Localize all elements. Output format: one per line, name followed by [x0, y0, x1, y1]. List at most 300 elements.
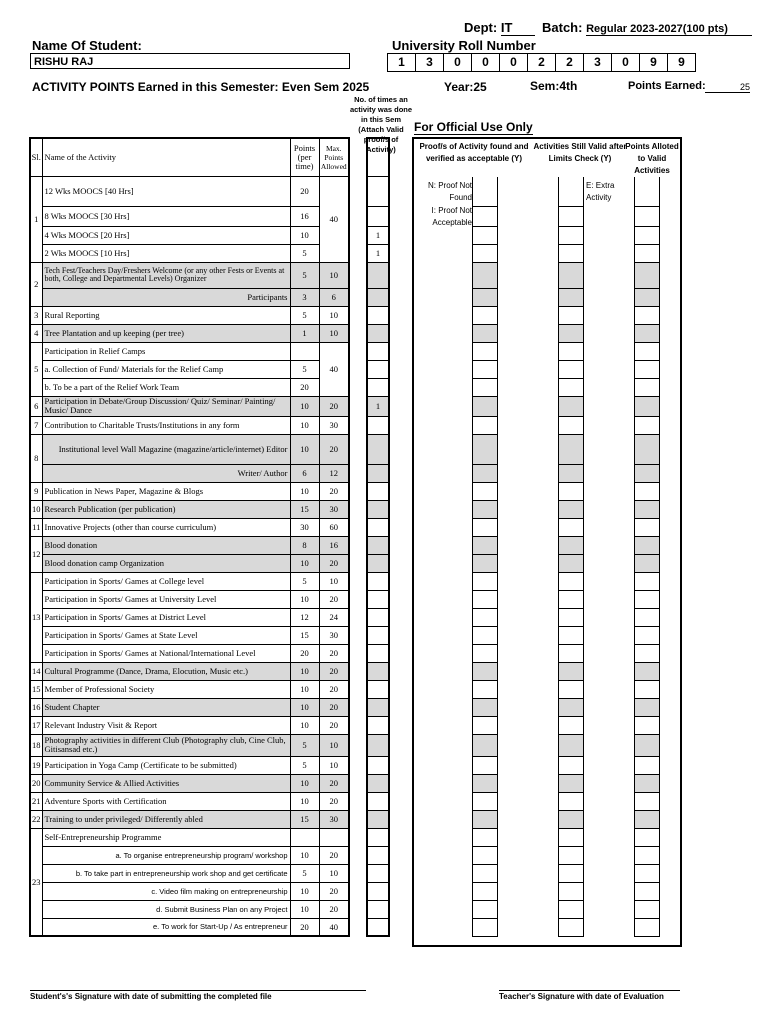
- official-cell[interactable]: [635, 829, 659, 847]
- roll-digit-box[interactable]: 9: [667, 53, 696, 72]
- official-cell[interactable]: [635, 227, 659, 245]
- official-cell[interactable]: [635, 379, 659, 397]
- official-cell[interactable]: [635, 811, 659, 829]
- activity-count-cell[interactable]: [367, 590, 389, 608]
- activity-name: 4 Wks MOOCS [20 Hrs]: [42, 226, 290, 244]
- official-cell[interactable]: [559, 919, 583, 937]
- activity-count-cell[interactable]: [367, 518, 389, 536]
- official-cell[interactable]: [635, 177, 659, 207]
- max-points: 30: [319, 626, 349, 644]
- official-cell[interactable]: [473, 775, 497, 793]
- official-cell[interactable]: [635, 289, 659, 307]
- activity-row: [30, 262, 349, 288]
- sno-header: Sl.: [30, 138, 42, 176]
- official-cell[interactable]: [559, 397, 583, 417]
- official-cell[interactable]: [635, 435, 659, 465]
- official-cell[interactable]: [473, 573, 497, 591]
- official-header-points: Points Alloted to Valid Activities: [625, 142, 679, 175]
- points-per-time: 12: [290, 608, 319, 626]
- max-points: 20: [319, 698, 349, 716]
- official-cell[interactable]: [635, 883, 659, 901]
- official-cell[interactable]: [473, 627, 497, 645]
- points-per-time: 3: [290, 288, 319, 306]
- official-cell[interactable]: [635, 537, 659, 555]
- activity-name: 12 Wks MOOCS [40 Hrs]: [42, 176, 290, 206]
- activity-count-cell[interactable]: [367, 500, 389, 518]
- activity-count-cell[interactable]: 1: [367, 226, 389, 244]
- official-cell[interactable]: [635, 263, 659, 289]
- official-cell[interactable]: [473, 699, 497, 717]
- official-cell[interactable]: [635, 465, 659, 483]
- official-cell[interactable]: [635, 361, 659, 379]
- activity-name: a. To organise entrepreneurship program/ workshop: [42, 846, 290, 864]
- official-cell[interactable]: [559, 325, 583, 343]
- activity-count-cell[interactable]: [367, 644, 389, 662]
- points-per-time: 5: [290, 572, 319, 590]
- official-cell[interactable]: [635, 699, 659, 717]
- serial-number: 20: [30, 774, 42, 792]
- official-cell[interactable]: [559, 681, 583, 699]
- points-per-time: 15: [290, 500, 319, 518]
- official-cell[interactable]: [559, 465, 583, 483]
- points-per-time: 5: [290, 262, 319, 288]
- points-per-time: 15: [290, 810, 319, 828]
- activity-count-cell[interactable]: [367, 680, 389, 698]
- official-cell[interactable]: [559, 811, 583, 829]
- points-per-time: 10: [290, 900, 319, 918]
- points-per-time: 10: [290, 482, 319, 500]
- activity-row: [30, 554, 349, 572]
- official-cell[interactable]: [635, 417, 659, 435]
- activity-count-cell[interactable]: [367, 846, 389, 864]
- activity-row: [30, 176, 349, 206]
- official-cell[interactable]: [473, 663, 497, 681]
- official-cell[interactable]: [635, 627, 659, 645]
- roll-digit-box[interactable]: 9: [639, 53, 668, 72]
- official-cell[interactable]: [559, 435, 583, 465]
- max-points: 20: [319, 590, 349, 608]
- official-cell[interactable]: [473, 519, 497, 537]
- activity-count-cell[interactable]: [367, 206, 389, 226]
- official-cell[interactable]: [473, 501, 497, 519]
- max-points: 20: [319, 434, 349, 464]
- official-cell[interactable]: [559, 775, 583, 793]
- activity-name: Institutional level Wall Magazine (magazine/article/internet) Editor: [42, 434, 290, 464]
- official-cell[interactable]: [635, 775, 659, 793]
- activity-name: Participation in Sports/ Games at University Level: [42, 590, 290, 608]
- serial-number: 12: [30, 536, 42, 572]
- activity-name: Participation in Sports/ Games at National/International Level: [42, 644, 290, 662]
- activity-row: [30, 680, 349, 698]
- activity-name: d. Submit Business Plan on any Project: [42, 900, 290, 918]
- serial-number: 4: [30, 324, 42, 342]
- official-cell[interactable]: [559, 343, 583, 361]
- activity-count-cell[interactable]: [367, 464, 389, 482]
- activity-name: Contribution to Charitable Trusts/Institutions in any form: [42, 416, 290, 434]
- official-cell[interactable]: [635, 717, 659, 735]
- official-cell[interactable]: [473, 757, 497, 775]
- activity-count-column: [366, 137, 390, 937]
- official-cell[interactable]: [559, 307, 583, 325]
- official-cell[interactable]: [559, 207, 583, 227]
- activity-count-cell[interactable]: 1: [367, 396, 389, 416]
- official-cell[interactable]: [559, 591, 583, 609]
- official-cell[interactable]: [559, 883, 583, 901]
- max-points: 20: [319, 846, 349, 864]
- max-points: 30: [319, 810, 349, 828]
- activity-name: Community Service & Allied Activities: [42, 774, 290, 792]
- count-column-header: No. of times an activity was done in this Sem (Attach Valid proof/s of Activity): [349, 95, 413, 154]
- activity-count-cell[interactable]: [367, 756, 389, 774]
- official-cell[interactable]: [559, 483, 583, 501]
- activity-row: [30, 626, 349, 644]
- activity-name: Cultural Programme (Dance, Drama, Elocution, Music etc.): [42, 662, 290, 680]
- serial-number: 6: [30, 396, 42, 416]
- activity-row: [30, 590, 349, 608]
- max-points: 30: [319, 416, 349, 434]
- official-cell[interactable]: [473, 263, 497, 289]
- roll-number-boxes[interactable]: [388, 53, 696, 72]
- official-cell[interactable]: [559, 289, 583, 307]
- official-cell[interactable]: [635, 735, 659, 757]
- activity-row: [30, 792, 349, 810]
- max-points: 6: [319, 288, 349, 306]
- official-cell[interactable]: [635, 847, 659, 865]
- activity-count-cell[interactable]: [367, 416, 389, 434]
- roll-digit-box[interactable]: 1: [387, 53, 416, 72]
- official-cell[interactable]: [559, 645, 583, 663]
- activity-count-cell[interactable]: 1: [367, 244, 389, 262]
- max-points: 10: [319, 734, 349, 756]
- activity-row: [30, 306, 349, 324]
- activity-count-cell[interactable]: [367, 918, 389, 936]
- activity-count-cell[interactable]: [367, 536, 389, 554]
- official-cell[interactable]: [559, 901, 583, 919]
- serial-number: 9: [30, 482, 42, 500]
- points-per-time: 15: [290, 626, 319, 644]
- points-per-time: 10: [290, 554, 319, 572]
- official-cell[interactable]: [559, 865, 583, 883]
- activity-count-cell[interactable]: [367, 662, 389, 680]
- roll-digit-box[interactable]: 0: [471, 53, 500, 72]
- activity-name: Tree Plantation and up keeping (per tree): [42, 324, 290, 342]
- serial-number: 23: [30, 828, 42, 936]
- official-cell[interactable]: [635, 245, 659, 263]
- activity-name: b. To be a part of the Relief Work Team: [42, 378, 290, 396]
- activity-count-cell[interactable]: [367, 554, 389, 572]
- activity-name: Participation in Sports/ Games at College level: [42, 572, 290, 590]
- serial-number: 22: [30, 810, 42, 828]
- points-per-time: 10: [290, 590, 319, 608]
- points-per-time: 10: [290, 396, 319, 416]
- official-cell[interactable]: [635, 793, 659, 811]
- max-points: 20: [319, 716, 349, 734]
- activity-name: a. Collection of Fund/ Materials for the Relief Camp: [42, 360, 290, 378]
- official-cell[interactable]: [473, 343, 497, 361]
- activity-row: [30, 434, 349, 464]
- serial-number: 2: [30, 262, 42, 306]
- activity-count-cell[interactable]: [367, 698, 389, 716]
- activity-count-cell[interactable]: [367, 288, 389, 306]
- official-cell[interactable]: [473, 591, 497, 609]
- official-cell[interactable]: [473, 717, 497, 735]
- points-earned-label: Points Earned:: [628, 80, 706, 92]
- official-cell[interactable]: [559, 699, 583, 717]
- serial-number: 21: [30, 792, 42, 810]
- official-cell[interactable]: [559, 501, 583, 519]
- activity-count-cell[interactable]: [367, 734, 389, 756]
- serial-number: 8: [30, 434, 42, 482]
- official-cell[interactable]: [559, 537, 583, 555]
- points-alloted-column[interactable]: [634, 177, 660, 937]
- points-per-time: [290, 342, 319, 360]
- max-points: 16: [319, 536, 349, 554]
- activity-row: [30, 716, 349, 734]
- official-cell[interactable]: [473, 325, 497, 343]
- max-points: 20: [319, 482, 349, 500]
- max-points: 10: [319, 306, 349, 324]
- official-cell[interactable]: [473, 645, 497, 663]
- official-cell[interactable]: [473, 735, 497, 757]
- student-name-field[interactable]: RISHU RAJ: [30, 53, 350, 69]
- activity-count-cell[interactable]: [367, 306, 389, 324]
- activity-name: Blood donation camp Organization: [42, 554, 290, 572]
- official-cell[interactable]: [559, 735, 583, 757]
- note-proof-not-found: N: Proof Not Found: [427, 181, 472, 202]
- points-per-time: 20: [290, 644, 319, 662]
- official-cell[interactable]: [635, 501, 659, 519]
- activity-name: 2 Wks MOOCS [10 Hrs]: [42, 244, 290, 262]
- official-cell[interactable]: [635, 591, 659, 609]
- points-per-time: 10: [290, 662, 319, 680]
- official-cell[interactable]: [559, 757, 583, 775]
- official-cell[interactable]: [635, 325, 659, 343]
- official-cell[interactable]: [559, 417, 583, 435]
- activity-count-cell[interactable]: [367, 176, 389, 206]
- max-points: 20: [319, 396, 349, 416]
- official-cell[interactable]: [559, 379, 583, 397]
- activity-row: [30, 882, 349, 900]
- official-cell[interactable]: [559, 847, 583, 865]
- count-header-cell: [367, 138, 389, 176]
- activity-count-cell[interactable]: [367, 378, 389, 396]
- official-cell[interactable]: [559, 177, 583, 207]
- official-cell[interactable]: [473, 609, 497, 627]
- points-per-time: 10: [290, 416, 319, 434]
- roll-digit-box[interactable]: 3: [583, 53, 612, 72]
- activity-row: [30, 416, 349, 434]
- official-cell[interactable]: [473, 919, 497, 937]
- points-per-time: 5: [290, 360, 319, 378]
- activity-name: Publication in News Paper, Magazine & Blogs: [42, 482, 290, 500]
- points-per-time: 10: [290, 698, 319, 716]
- max-points: 10: [319, 262, 349, 288]
- activity-name: Participation in Yoga Camp (Certificate to be submitted): [42, 756, 290, 774]
- activity-count-cell[interactable]: [367, 434, 389, 464]
- note-extra-activity: E: Extra Activity: [586, 181, 615, 202]
- activity-count-cell[interactable]: [367, 324, 389, 342]
- activity-count-cell[interactable]: [367, 572, 389, 590]
- official-cell[interactable]: [635, 555, 659, 573]
- serial-number: 14: [30, 662, 42, 680]
- official-cell[interactable]: [559, 829, 583, 847]
- official-header-valid: Activities Still Valid after Limits Check (Y): [533, 142, 627, 163]
- activity-row: [30, 226, 349, 244]
- official-header-proof: Proof/s of Activity found and verified as acceptable (Y): [419, 142, 529, 163]
- official-cell[interactable]: [473, 865, 497, 883]
- activity-count-cell[interactable]: [367, 608, 389, 626]
- activity-name: Participation in Sports/ Games at State Level: [42, 626, 290, 644]
- official-cell[interactable]: [635, 663, 659, 681]
- activity-name: Innovative Projects (other than course curriculum): [42, 518, 290, 536]
- official-cell[interactable]: [473, 483, 497, 501]
- roll-digit-box[interactable]: 0: [443, 53, 472, 72]
- official-cell[interactable]: [635, 757, 659, 775]
- activity-name: Research Publication (per publication): [42, 500, 290, 518]
- activity-count-cell[interactable]: [367, 792, 389, 810]
- official-cell[interactable]: [559, 717, 583, 735]
- activity-row: [30, 244, 349, 262]
- official-cell[interactable]: [473, 245, 497, 263]
- official-cell[interactable]: [473, 207, 497, 227]
- activity-table: [29, 137, 350, 937]
- activity-count-cell[interactable]: [367, 360, 389, 378]
- roll-digit-box[interactable]: 2: [555, 53, 584, 72]
- official-cell[interactable]: [559, 555, 583, 573]
- official-cell[interactable]: [473, 681, 497, 699]
- official-cell[interactable]: [473, 883, 497, 901]
- points-per-time: 10: [290, 792, 319, 810]
- serial-number: 19: [30, 756, 42, 774]
- points-per-time: 16: [290, 206, 319, 226]
- activity-count-cell[interactable]: [367, 864, 389, 882]
- official-cell[interactable]: [635, 207, 659, 227]
- activity-name: c. Video film making on entrepreneurship: [42, 882, 290, 900]
- roll-digit-box[interactable]: 0: [499, 53, 528, 72]
- serial-number: 11: [30, 518, 42, 536]
- official-cell[interactable]: [559, 627, 583, 645]
- max-points: 20: [319, 644, 349, 662]
- activity-row: [30, 810, 349, 828]
- teacher-signature-line: Teacher's Signature with date of Evaluation: [499, 990, 680, 1001]
- proof-verified-column[interactable]: [472, 177, 498, 937]
- official-cell[interactable]: [473, 465, 497, 483]
- activity-count-cell[interactable]: [367, 900, 389, 918]
- official-cell[interactable]: [559, 663, 583, 681]
- official-cell[interactable]: [559, 361, 583, 379]
- activity-row: [30, 360, 349, 378]
- points-per-time: 20: [290, 918, 319, 936]
- official-cell[interactable]: [473, 397, 497, 417]
- official-cell[interactable]: [559, 227, 583, 245]
- points-per-time: 10: [290, 774, 319, 792]
- points-per-time: 10: [290, 226, 319, 244]
- activity-count-cell[interactable]: [367, 716, 389, 734]
- activity-header: Name of the Activity: [42, 138, 290, 176]
- serial-number: 10: [30, 500, 42, 518]
- official-cell[interactable]: [559, 609, 583, 627]
- official-cell[interactable]: [473, 361, 497, 379]
- official-cell[interactable]: [635, 307, 659, 325]
- activity-name: Member of Professional Society: [42, 680, 290, 698]
- roll-digit-box[interactable]: 0: [611, 53, 640, 72]
- max-points: 20: [319, 662, 349, 680]
- points-per-time: 5: [290, 306, 319, 324]
- official-cell[interactable]: [473, 307, 497, 325]
- official-cell[interactable]: [473, 379, 497, 397]
- activity-count-cell[interactable]: [367, 342, 389, 360]
- official-cell[interactable]: [635, 519, 659, 537]
- roll-digit-box[interactable]: 2: [527, 53, 556, 72]
- activity-name: 8 Wks MOOCS [30 Hrs]: [42, 206, 290, 226]
- serial-number: 18: [30, 734, 42, 756]
- still-valid-column[interactable]: [558, 177, 584, 937]
- official-cell[interactable]: [635, 343, 659, 361]
- official-cell[interactable]: [473, 811, 497, 829]
- official-cell[interactable]: [473, 555, 497, 573]
- official-cell[interactable]: [559, 245, 583, 263]
- max-points: 60: [319, 518, 349, 536]
- serial-number: 17: [30, 716, 42, 734]
- official-cell[interactable]: [473, 829, 497, 847]
- activity-count-cell[interactable]: [367, 828, 389, 846]
- activity-count-cell[interactable]: [367, 810, 389, 828]
- activity-count-cell[interactable]: [367, 626, 389, 644]
- official-cell[interactable]: [559, 263, 583, 289]
- official-cell[interactable]: [635, 919, 659, 937]
- official-cell[interactable]: [473, 227, 497, 245]
- activity-row: [30, 288, 349, 306]
- official-cell[interactable]: [559, 573, 583, 591]
- official-cell[interactable]: [635, 901, 659, 919]
- official-cell[interactable]: [635, 681, 659, 699]
- official-cell[interactable]: [473, 901, 497, 919]
- official-cell[interactable]: [473, 289, 497, 307]
- official-cell[interactable]: [635, 483, 659, 501]
- activity-count-cell[interactable]: [367, 774, 389, 792]
- official-cell[interactable]: [559, 793, 583, 811]
- official-cell[interactable]: [473, 177, 497, 207]
- activity-count-cell[interactable]: [367, 262, 389, 288]
- points-per-time: 10: [290, 434, 319, 464]
- official-cell[interactable]: [635, 609, 659, 627]
- points-per-time: 30: [290, 518, 319, 536]
- official-cell[interactable]: [635, 573, 659, 591]
- official-cell[interactable]: [635, 645, 659, 663]
- official-cell[interactable]: [473, 793, 497, 811]
- official-cell[interactable]: [473, 537, 497, 555]
- official-cell[interactable]: [473, 435, 497, 465]
- official-cell[interactable]: [473, 847, 497, 865]
- roll-digit-box[interactable]: 3: [415, 53, 444, 72]
- official-cell[interactable]: [473, 417, 497, 435]
- official-cell[interactable]: [559, 519, 583, 537]
- activity-name: Rural Reporting: [42, 306, 290, 324]
- max-points: [319, 828, 349, 846]
- points-per-time: 20: [290, 176, 319, 206]
- serial-number: 16: [30, 698, 42, 716]
- activity-count-cell[interactable]: [367, 482, 389, 500]
- official-cell[interactable]: [635, 397, 659, 417]
- activity-row: [30, 734, 349, 756]
- activity-row: [30, 846, 349, 864]
- activity-row: [30, 572, 349, 590]
- points-per-time: 10: [290, 680, 319, 698]
- activity-count-cell[interactable]: [367, 882, 389, 900]
- activity-name: Tech Fest/Teachers Day/Freshers Welcome (or any other Fests or Events at both, College and Departmental Levels) Organizer: [42, 262, 290, 288]
- activity-row: [30, 464, 349, 482]
- official-cell[interactable]: [635, 865, 659, 883]
